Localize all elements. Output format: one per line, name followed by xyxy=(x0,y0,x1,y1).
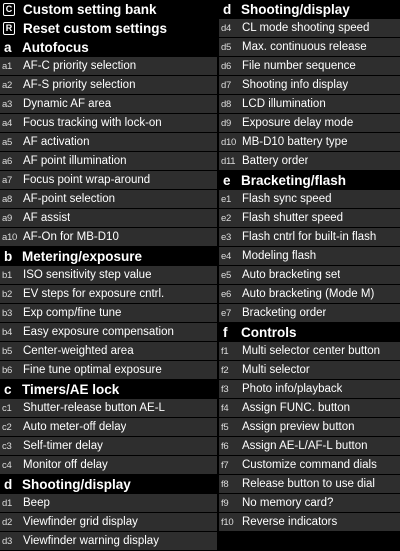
item-label: AF-C priority selection xyxy=(23,60,137,72)
menu-item-d8[interactable] xyxy=(219,95,400,113)
menu-item-d3[interactable] xyxy=(0,532,217,550)
item-code: d6 xyxy=(221,60,231,72)
menu-item-b5[interactable] xyxy=(0,342,217,360)
menu-item-a8[interactable] xyxy=(0,190,217,208)
item-code: d4 xyxy=(221,22,231,34)
item-code: c2 xyxy=(2,421,12,433)
menu-item-label: Custom setting bank xyxy=(23,2,157,17)
item-code: b5 xyxy=(2,345,12,357)
item-label: Exp comp/fine tune xyxy=(23,307,122,319)
menu-item-label: Reset custom settings xyxy=(23,21,168,36)
item-code: d11 xyxy=(221,155,236,167)
item-label: Focus tracking with lock-on xyxy=(23,117,162,129)
menu-item-f3[interactable] xyxy=(219,380,400,398)
menu-item-d11[interactable] xyxy=(219,152,400,170)
item-label: Flash shutter speed xyxy=(242,212,344,224)
menu-item-f8[interactable] xyxy=(219,475,400,493)
item-code: a6 xyxy=(2,155,12,167)
item-label: Auto bracketing set xyxy=(242,269,341,281)
menu-item-b3[interactable] xyxy=(0,304,217,322)
item-label: Focus point wrap-around xyxy=(23,174,151,186)
item-code: f2 xyxy=(221,364,229,376)
item-label: Battery order xyxy=(242,155,309,167)
item-label: Multi selector xyxy=(242,364,310,376)
item-label: Multi selector center button xyxy=(242,345,381,357)
section-header-autofocus[interactable] xyxy=(0,38,217,57)
item-label: EV steps for exposure cntrl. xyxy=(23,288,165,300)
item-code: a5 xyxy=(2,136,12,148)
section-title: Shooting/display xyxy=(241,2,350,17)
menu-item-c3[interactable] xyxy=(0,437,217,455)
menu-item-e4[interactable] xyxy=(219,247,400,265)
menu-item-b1[interactable] xyxy=(0,266,217,284)
item-label: Assign preview button xyxy=(242,421,355,433)
item-code: a4 xyxy=(2,117,12,129)
item-code: d10 xyxy=(221,136,236,148)
section-title: Autofocus xyxy=(22,40,89,55)
menu-item-d2[interactable] xyxy=(0,513,217,531)
menu-item-d10[interactable] xyxy=(219,133,400,151)
item-code: d1 xyxy=(2,497,12,509)
item-code: f10 xyxy=(221,516,234,528)
right-column xyxy=(219,0,400,532)
menu-item-a6[interactable] xyxy=(0,152,217,170)
menu-item-a4[interactable] xyxy=(0,114,217,132)
menu-item-e5[interactable] xyxy=(219,266,400,284)
item-label: No memory card? xyxy=(242,497,334,509)
item-label: Flash cntrl for built-in flash xyxy=(242,231,377,243)
menu-item-e7[interactable] xyxy=(219,304,400,322)
section-letter: f xyxy=(223,325,228,340)
menu-item-f10[interactable] xyxy=(219,513,400,531)
item-code: e1 xyxy=(221,193,231,205)
item-code: d2 xyxy=(2,516,12,528)
item-label: AF-S priority selection xyxy=(23,79,136,91)
section-letter: d xyxy=(4,477,13,492)
section-title: Shooting/display xyxy=(22,477,131,492)
item-label: ISO sensitivity step value xyxy=(23,269,152,281)
menu-item-f4[interactable] xyxy=(219,399,400,417)
item-label: Shutter-release button AE-L xyxy=(23,402,165,414)
menu-item-custom-setting-bank[interactable] xyxy=(0,0,217,19)
menu-item-c2[interactable] xyxy=(0,418,217,436)
item-code: a1 xyxy=(2,60,12,72)
item-code: f8 xyxy=(221,478,229,490)
menu-item-a10[interactable] xyxy=(0,228,217,246)
menu-item-a2[interactable] xyxy=(0,76,217,94)
section-letter: d xyxy=(223,2,232,17)
section-header-timers-ae-lock[interactable] xyxy=(0,380,217,399)
item-label: Monitor off delay xyxy=(23,459,108,471)
item-code: d8 xyxy=(221,98,231,110)
item-label: CL mode shooting speed xyxy=(242,22,370,34)
item-label: Customize command dials xyxy=(242,459,377,471)
item-code: f9 xyxy=(221,497,229,509)
item-code: f4 xyxy=(221,402,229,414)
menu-item-b4[interactable] xyxy=(0,323,217,341)
menu-item-f2[interactable] xyxy=(219,361,400,379)
item-label: Photo info/playback xyxy=(242,383,343,395)
menu-item-reset-custom-settings[interactable] xyxy=(0,19,217,38)
item-label: Shooting info display xyxy=(242,79,349,91)
item-label: Easy exposure compensation xyxy=(23,326,174,338)
item-label: Center-weighted area xyxy=(23,345,134,357)
item-code: a9 xyxy=(2,212,12,224)
section-title: Timers/AE lock xyxy=(22,382,120,397)
section-header-controls[interactable] xyxy=(219,323,400,342)
item-label: File number sequence xyxy=(242,60,356,72)
item-label: Assign AE-L/AF-L button xyxy=(242,440,368,452)
item-label: Self-timer delay xyxy=(23,440,103,452)
item-label: AF point illumination xyxy=(23,155,127,167)
item-code: f7 xyxy=(221,459,229,471)
item-code: a2 xyxy=(2,79,12,91)
menu-item-d5[interactable] xyxy=(219,38,400,56)
item-code: e3 xyxy=(221,231,231,243)
menu-item-e1[interactable] xyxy=(219,190,400,208)
section-header-metering-exposure[interactable] xyxy=(0,247,217,266)
item-label: Modeling flash xyxy=(242,250,317,262)
item-code: b6 xyxy=(2,364,12,376)
menu-item-f6[interactable] xyxy=(219,437,400,455)
menu-item-a1[interactable] xyxy=(0,57,217,75)
item-code: c3 xyxy=(2,440,12,452)
reset-custom-settings-icon: R xyxy=(3,22,15,35)
item-code: c4 xyxy=(2,459,12,471)
menu-item-d4[interactable] xyxy=(219,19,400,37)
item-code: e6 xyxy=(221,288,231,300)
menu-item-e6[interactable] xyxy=(219,285,400,303)
item-code: a8 xyxy=(2,193,12,205)
section-letter: e xyxy=(223,173,231,188)
item-code: a10 xyxy=(2,231,17,243)
menu-item-a7[interactable] xyxy=(0,171,217,189)
menu-item-f9[interactable] xyxy=(219,494,400,512)
item-label: Bracketing order xyxy=(242,307,327,319)
item-label: Dynamic AF area xyxy=(23,98,112,110)
menu-item-b2[interactable] xyxy=(0,285,217,303)
item-code: e5 xyxy=(221,269,231,281)
menu-item-d1[interactable] xyxy=(0,494,217,512)
item-code: b2 xyxy=(2,288,12,300)
menu-item-e3[interactable] xyxy=(219,228,400,246)
item-label: Beep xyxy=(23,497,50,509)
item-code: c1 xyxy=(2,402,12,414)
menu-item-d9[interactable] xyxy=(219,114,400,132)
item-label: AF-point selection xyxy=(23,193,116,205)
menu-item-a9[interactable] xyxy=(0,209,217,227)
item-code: b1 xyxy=(2,269,12,281)
item-code: e2 xyxy=(221,212,231,224)
item-label: Fine tune optimal exposure xyxy=(23,364,162,376)
item-label: Assign FUNC. button xyxy=(242,402,351,414)
section-title: Controls xyxy=(241,325,297,340)
item-label: Viewfinder grid display xyxy=(23,516,138,528)
menu-item-a5[interactable] xyxy=(0,133,217,151)
item-label: Exposure delay mode xyxy=(242,117,354,129)
item-code: f5 xyxy=(221,421,229,433)
menu-item-b6[interactable] xyxy=(0,361,217,379)
section-letter: a xyxy=(4,40,12,55)
item-label: Auto bracketing (Mode M) xyxy=(242,288,375,300)
item-code: a7 xyxy=(2,174,12,186)
item-code: d5 xyxy=(221,41,231,53)
menu-item-f1[interactable] xyxy=(219,342,400,360)
menu-item-c4[interactable] xyxy=(0,456,217,474)
item-label: Flash sync speed xyxy=(242,193,332,205)
item-code: f3 xyxy=(221,383,229,395)
item-label: Reverse indicators xyxy=(242,516,338,528)
item-code: b4 xyxy=(2,326,12,338)
item-label: Max. continuous release xyxy=(242,41,367,53)
item-label: Auto meter-off delay xyxy=(23,421,127,433)
custom-setting-bank-icon: C xyxy=(3,3,15,16)
menu-item-e2[interactable] xyxy=(219,209,400,227)
item-label: LCD illumination xyxy=(242,98,326,110)
item-label: AF assist xyxy=(23,212,71,224)
item-code: f1 xyxy=(221,345,229,357)
menu-item-a3[interactable] xyxy=(0,95,217,113)
item-label: Viewfinder warning display xyxy=(23,535,159,547)
menu-item-d7[interactable] xyxy=(219,76,400,94)
item-code: e4 xyxy=(221,250,231,262)
item-label: AF activation xyxy=(23,136,90,148)
section-title: Bracketing/flash xyxy=(241,173,347,188)
item-label: MB-D10 battery type xyxy=(242,136,348,148)
item-code: d7 xyxy=(221,79,231,91)
section-header-shooting-display[interactable] xyxy=(0,475,217,494)
item-label: Release button to use dial xyxy=(242,478,375,490)
section-header-bracketing-flash[interactable] xyxy=(219,171,400,190)
item-code: b3 xyxy=(2,307,12,319)
section-title: Metering/exposure xyxy=(22,249,143,264)
item-code: d3 xyxy=(2,535,12,547)
section-header-shooting-display[interactable] xyxy=(219,0,400,19)
item-code: a3 xyxy=(2,98,12,110)
item-label: AF-On for MB-D10 xyxy=(23,231,119,243)
section-letter: c xyxy=(4,382,12,397)
menu-item-d6[interactable] xyxy=(219,57,400,75)
menu-item-f5[interactable] xyxy=(219,418,400,436)
menu-item-f7[interactable] xyxy=(219,456,400,474)
section-letter: b xyxy=(4,249,13,264)
item-code: e7 xyxy=(221,307,231,319)
menu-item-c1[interactable] xyxy=(0,399,217,417)
item-code: f6 xyxy=(221,440,229,452)
item-code: d9 xyxy=(221,117,231,129)
